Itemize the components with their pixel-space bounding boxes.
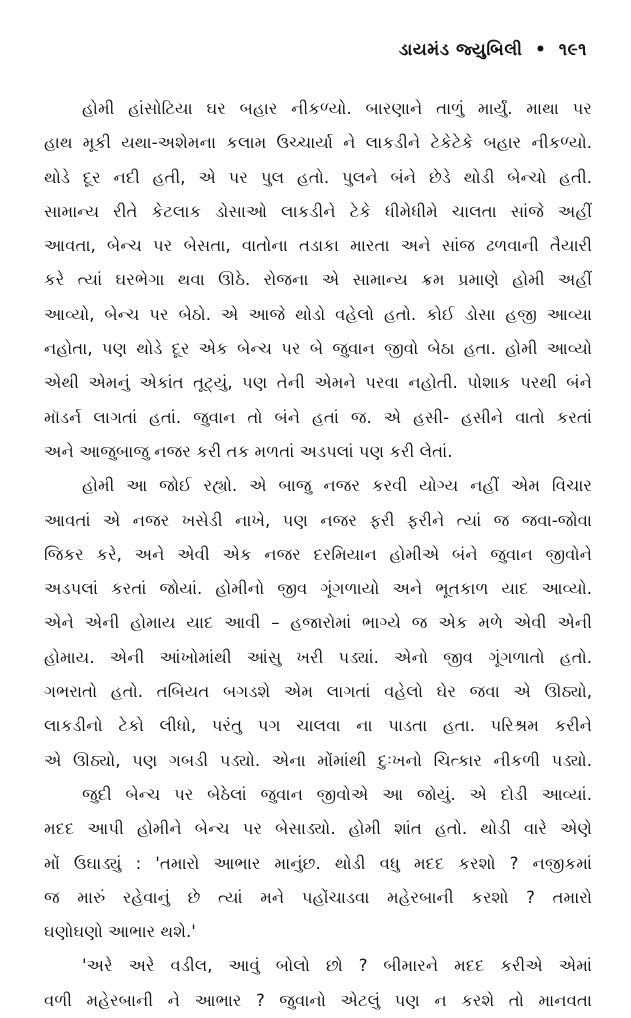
paragraph-line: એને એની હોમાય યાદ આવી – હજારોમાં ભાગ્યે જ એક મળે એવી એની: [44, 613, 592, 633]
paragraph-line: મૉડર્ન લાગતાં હતાં. જુવાન તો બંને હતાં જ. એ હસી- હસીને વાતો કરતાં: [44, 407, 592, 427]
paragraph-line: હોમી આ જોઈ રહ્યો. એ બાજુ નજર કરવી યોગ્ય નહીં એમ વિચાર: [82, 476, 592, 496]
paragraph-line: મદદ આપી હોમીને બેન્ચ પર બેસાડ્યો. હોમી શાંત હતો. થોડી વારે એણે: [44, 819, 592, 839]
paragraph-line: કરે ત્યાં ઘરભેગા થવા ઊઠે. રોજના એ સામાન્ય ક્રમ પ્રમાણે હોમી અહીં: [44, 270, 592, 290]
paragraph-line: મોં ઉઘાડ્યું : 'તમારો આભાર માનુંછ. થોડી વધુ મદદ કરશો ? નજીકમાં: [44, 853, 592, 873]
book-title: ડાયમંડ જ્યુબિલી: [398, 40, 523, 60]
paragraph-line: હોમી હાંસોટિયા ઘર બહાર નીકળ્યો. બારણાને તાળું માર્યું. માથા પર: [82, 99, 592, 118]
paragraph-line: આવતા, બેન્ચ પર બેસતા, વાતોના તડાકા મારતા અને સાંજ ઢળવાની તૈયારી: [44, 236, 592, 256]
paragraph-line: વળી મહેરબાની ને આભાર ? જુવાનો એટલું પણ ન કરશે તો માનવતા: [44, 990, 592, 1010]
body-text: [44, 92, 592, 1018]
paragraph-line: થોડે દૂર નદી હતી, એ પર પુલ હતો. પુલને બંને છેડે થોડી બેન્ચો હતી.: [44, 167, 592, 187]
paragraph-line: ગભરાતો હતો. તબિયત બગડશે એમ લાગતાં વહેલો ઘેર જવા એ ઊઠ્યો,: [44, 682, 592, 702]
paragraph-line: એથી એમનું એકાંત તૂટ્યું, પણ તેની એમને પરવા નહોતી. પોશાક પરથી બંને: [44, 373, 592, 393]
paragraph-line: ઘણોઘણો આભાર થશે.': [44, 922, 196, 942]
paragraph-line: જ મારું રહેવાનું છે ત્યાં મને પહોંચાડવા મહેરબાની કરશો ? તમારો: [44, 887, 592, 907]
paragraph-line: હોમાય. એની આંખોમાંથી આંસુ ખરી પડ્યાં. એનો જીવ ગૂંગળાતો હતો.: [44, 647, 592, 667]
paragraph-line: આવતાં એ નજર ખસેડી નાખે, પણ નજર ફરી ફરીને ત્યાં જ જવા-જોવા: [44, 510, 592, 530]
paragraph-line: હાથ મૂકી યથા-અશેમના કલામ ઉચ્ચાર્યા ને લાકડીને ટેકેટેકે બહાર નીકળ્યો.: [44, 133, 592, 153]
paragraph-line: જુદી બેન્ચ પર બેઠેલાં જુવાન જીવોએ આ જોયું. એ દોડી આવ્યાં.: [82, 784, 592, 804]
paragraph-line: 'અરે અરે વડીલ, આવું બોલો છો ? બીમારને મદદ કરીએ એમાં: [82, 956, 592, 976]
running-header: [399, 40, 587, 60]
paragraph-line: આવ્યો, બેન્ચ પર બેઠો. એ આજે થોડો વહેલો હતો. કોઈ ડોસા હજી આવ્યા: [44, 304, 592, 324]
paragraph-line: સામાન્ય રીતે કેટલાક ડોસાઓ લાકડીને ટેકે ધીમેધીમે ચાલતા સાંજે અહીં: [44, 201, 592, 221]
paragraph-line: નહોતા, પણ થોડે દૂર એક બેન્ચ પર બે જુવાન જીવો બેઠા હતા. હોમી આવ્યો: [44, 339, 592, 359]
header-separator: •: [534, 40, 547, 60]
paragraph-line: જિકર કરે, અને એવી એક નજર દરમિયાન હોમીએ બંને જુવાન જીવોને: [44, 544, 592, 564]
paragraph-line: અડપલાં કરતાં જોયાં. હોમીનો જીવ ગૂંગળાયો અને ભૂતકાળ યાદ આવ્યો.: [44, 579, 592, 599]
paragraph-line: એ ઊઠ્યો, પણ ગબડી પડ્યો. એના મોંમાંથી દુઃખનો ચિત્કાર નીકળી પડ્યો.: [44, 750, 592, 770]
paragraph-line: લાકડીનો ટેકો લીધો, પરંતુ પગ ચાલવા ના પાડતા હતા. પરિશ્રમ કરીને: [44, 716, 592, 736]
page-number: ૧૯૧: [558, 40, 587, 60]
paragraph-line: અને આજુબાજુ નજર કરી તક મળતાં અડપલાં પણ કરી લેતાં.: [44, 441, 453, 461]
